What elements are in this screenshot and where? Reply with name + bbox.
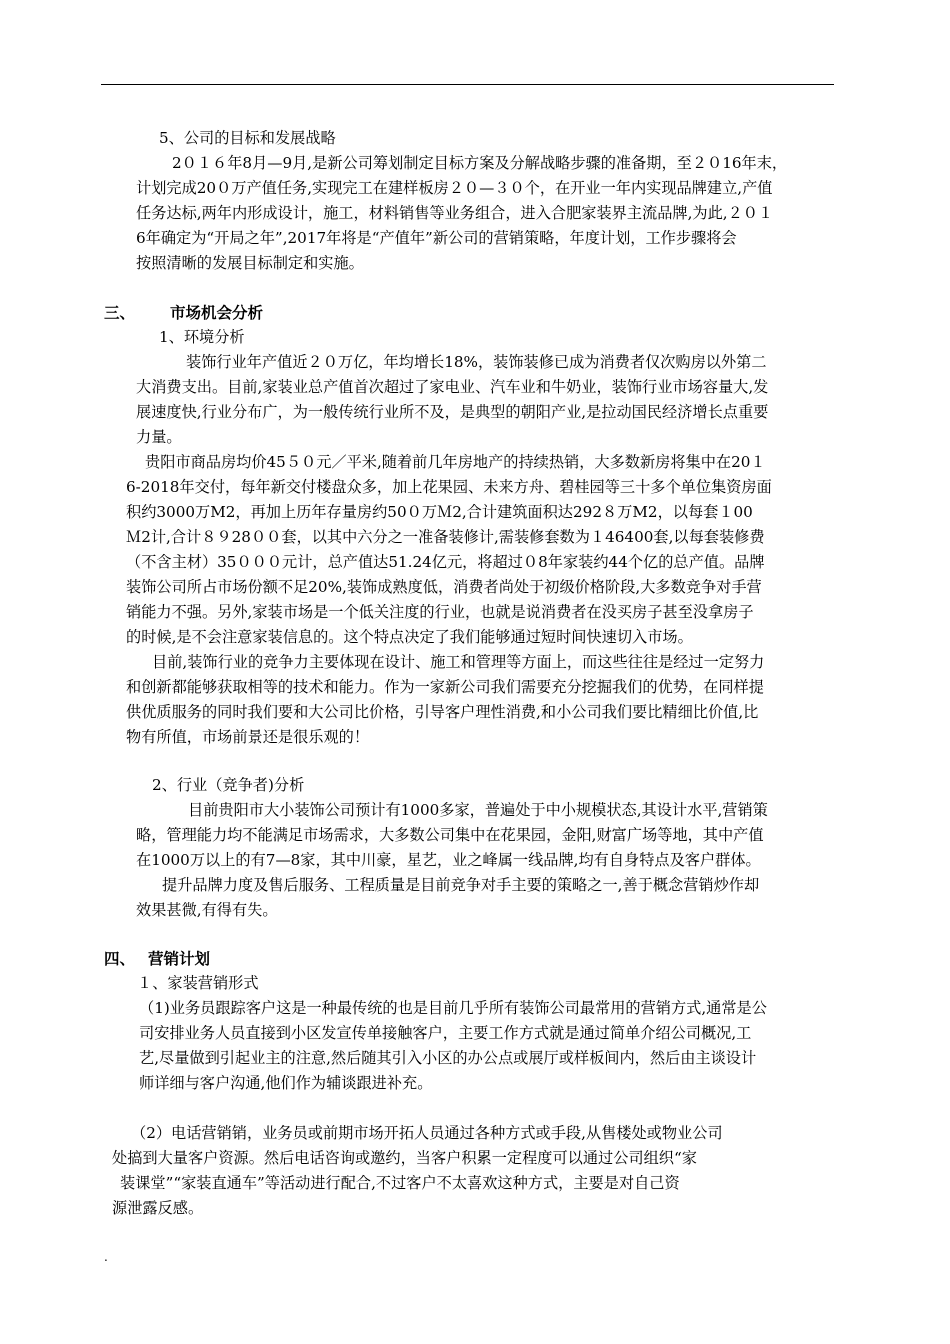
section5-line-2: 计划完成20０万产值任务,实现完工在建样板房２０—３０个，在开业一年内实现品牌建立,产值	[136, 179, 773, 197]
env-p2-line-2: 6-2018年交付，每年新交付楼盘众多，加上花果园、未来方舟、碧桂园等三十多个单位集资房面	[126, 478, 772, 496]
env-p2-line-6: 装饰公司所占市场份额不足20%,装饰成熟度低，消费者尚处于初级价格阶段,大多数竞争对手营	[126, 578, 762, 596]
section5-line-4: 6年确定为“开局之年”,2017年将是“产值年”新公司的营销策略，年度计划，工作步骤将会	[136, 229, 737, 247]
env-p2-line-3: 积约3000万M2，再加上历年存量房约50０万Ｍ2,合计建筑面积达292８万M2，以每套１00	[126, 503, 753, 521]
section4-number: 四、	[104, 949, 136, 968]
section3-sub2-title: 2、行业（竞争者)分析	[152, 776, 305, 794]
section3-number: 三、	[104, 303, 136, 322]
mkt-p1-line-1: （1)业务员跟踪客户这是一种最传统的也是目前几乎所有装饰公司最常用的营销方式,通常是公	[139, 999, 767, 1017]
env-p3-line-1: 目前,装饰行业的竞争力主要体现在设计、施工和管理等方面上，而这些往往是经过一定努力	[152, 653, 765, 671]
ind-p2-line-1: 提升品牌力度及售后服务、工程质量是目前竞争对手主要的策略之一,善于概念营销炒作却	[162, 876, 760, 894]
mkt-p2-line-2: 处搞到大量客户资源。然后电话咨询或邀约，当客户积累一定程度可以通过公司组织“家	[112, 1149, 697, 1167]
ind-p1-line-1: 目前贵阳市大小装饰公司预计有1000多家，普遍处于中小规模状态,其设计水平,营销策	[188, 801, 768, 819]
section4-title: 营销计划	[148, 949, 211, 968]
env-p2-line-1: 贵阳市商品房均价45５０元／平米,随着前几年房地产的持续热销，大多数新房将集中在20１	[145, 453, 766, 471]
env-p3-line-2: 和创新都能够获取相等的技术和能力。作为一家新公司我们需要充分挖掘我们的优势，在同样提	[126, 678, 764, 696]
mkt-p2-line-4: 源泄露反感。	[112, 1199, 204, 1217]
section3-sub1-title: 1、环境分析	[159, 328, 245, 346]
header-rule	[101, 84, 834, 85]
env-p1-line-1: 装饰行业年产值近２０万亿，年均增长18%，装饰装修已成为消费者仅次购房以外第二	[186, 353, 767, 371]
section5-line-3: 任务达标,两年内形成设计，施工，材料销售等业务组合，进入合肥家装界主流品牌,为此,２０１	[136, 204, 774, 222]
env-p1-line-3: 展速度快,行业分布广，为一般传统行业所不及，是典型的朝阳产业,是拉动国民经济增长点重要	[136, 403, 769, 421]
section5-title: 5、公司的目标和发展战略	[159, 129, 336, 147]
mkt-p1-line-3: 艺,尽量做到引起业主的注意,然后随其引入小区的办公点或展厅或样板间内，然后由主谈设计	[139, 1049, 757, 1067]
mkt-p1-line-4: 师详细与客户沟通,他们作为辅谈跟进补充。	[139, 1074, 433, 1092]
mkt-p2-line-3: 装课堂”“家装直通车”等活动进行配合,不过客户不太喜欢这种方式，主要是对自己资	[120, 1174, 680, 1192]
ind-p1-line-2: 略，管理能力均不能满足市场需求，大多数公司集中在花果园，金阳,财富广场等地，其中产值	[136, 826, 764, 844]
env-p2-line-8: 的时候,是不会注意家装信息的。这个特点决定了我们能够通过短时间快速切入市场。	[126, 628, 693, 646]
env-p3-line-3: 供优质服务的同时我们要和大公司比价格，引导客户理性消费,和小公司我们要比精细比价值,比	[126, 703, 759, 721]
env-p1-line-4: 力量。	[136, 428, 182, 446]
section5-line-5: 按照清晰的发展目标制定和实施。	[136, 254, 364, 272]
section3-title: 市场机会分析	[170, 303, 264, 322]
mkt-p2-line-1: （2）电话营销销，业务员或前期市场开拓人员通过各种方式或手段,从售楼处或物业公司	[131, 1124, 723, 1142]
ind-p2-line-2: 效果甚微,有得有失。	[136, 901, 278, 919]
env-p2-line-4: Ｍ2计,合计８９28００套，以其中六分之一准备装修计,需装修套数为１46400套,以每套装修费	[126, 528, 765, 546]
section4-sub1-title: １、家装营销形式	[137, 974, 259, 992]
ind-p1-line-3: 在1000万以上的有7—8家，其中川豪，星艺，业之峰属一线品牌,均有自身特点及客户群体。	[136, 851, 761, 869]
section5-line-1: 2０１６年8月—9月,是新公司筹划制定目标方案及分解战略步骤的准备期，至２０16年末，	[172, 154, 788, 172]
env-p2-line-7: 销能力不强。另外,家装市场是一个低关注度的行业，也就是说消费者在没买房子甚至没拿房子	[126, 603, 754, 621]
footer-mark: .	[104, 1250, 108, 1264]
env-p2-line-5: （不含主材）35０００元计，总产值达51.24亿元，将超过０8年家装约44个亿的总产值。品牌	[126, 553, 765, 571]
env-p3-line-4: 物有所值，市场前景还是很乐观的！	[126, 728, 369, 746]
mkt-p1-line-2: 司安排业务人员直接到小区发宣传单接触客户，主要工作方式就是通过简单介绍公司概况,工	[139, 1024, 752, 1042]
env-p1-line-2: 大消费支出。目前,家装业总产值首次超过了家电业、汽车业和牛奶业，装饰行业市场容量大,发	[136, 378, 769, 396]
